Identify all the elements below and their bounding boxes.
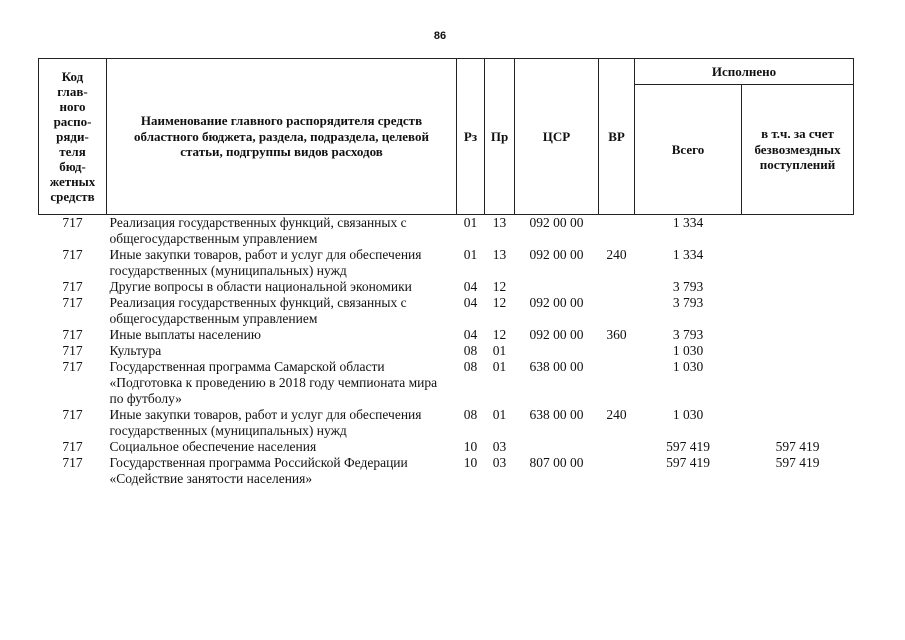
cell-csr: 638 00 00 xyxy=(529,407,584,422)
table-row xyxy=(39,295,854,327)
page-number: 86 xyxy=(433,30,447,42)
cell-vr: 240 xyxy=(606,247,627,262)
header-vr: ВР xyxy=(599,59,635,215)
cell-name: Реализация государственных функций, связанных с общегосударственным управлением xyxy=(109,215,407,246)
cell-pr: 12 xyxy=(492,327,507,342)
cell-total: 3 793 xyxy=(672,279,704,294)
cell-total: 1 334 xyxy=(672,247,704,262)
cell-code: 717 xyxy=(62,295,83,310)
cell-code: 717 xyxy=(62,279,83,294)
cell-rz: 08 xyxy=(463,359,478,374)
table-row xyxy=(39,327,854,343)
cell-code: 717 xyxy=(62,343,83,358)
header-pr: Пр xyxy=(485,59,515,215)
cell-name: Иные выплаты населению xyxy=(109,327,261,342)
cell-code: 717 xyxy=(62,439,83,454)
cell-vr xyxy=(599,455,635,487)
cell-code: 717 xyxy=(62,455,83,470)
cell-vr xyxy=(599,343,635,359)
table-row xyxy=(39,359,854,407)
cell-total: 3 793 xyxy=(672,295,704,310)
cell-pr: 13 xyxy=(492,247,507,262)
cell-rz: 01 xyxy=(463,247,478,262)
cell-name: Иные закупки товаров, работ и услуг для обеспечения государственных (муниципальных) нужд xyxy=(109,407,422,438)
cell-csr: 092 00 00 xyxy=(529,215,584,230)
cell-free xyxy=(742,327,854,343)
header-csr: ЦСР xyxy=(515,59,599,215)
cell-name: Социальное обеспечение населения xyxy=(109,439,317,454)
cell-rz: 08 xyxy=(463,407,478,422)
cell-pr: 13 xyxy=(492,215,507,230)
cell-csr xyxy=(515,279,599,295)
cell-code: 717 xyxy=(62,215,83,230)
cell-vr: 240 xyxy=(606,407,627,422)
table-row xyxy=(39,343,854,359)
cell-total: 3 793 xyxy=(672,327,704,342)
header-total: Всего xyxy=(635,85,742,215)
cell-free xyxy=(742,279,854,295)
cell-pr: 12 xyxy=(492,279,507,294)
cell-pr: 12 xyxy=(492,295,507,310)
header-code-line: средств xyxy=(50,189,95,204)
cell-name: Другие вопросы в области национальной экономики xyxy=(109,279,412,294)
cell-total: 597 419 xyxy=(666,439,710,454)
cell-vr xyxy=(599,215,635,248)
cell-rz: 04 xyxy=(463,279,478,294)
cell-total: 1 030 xyxy=(672,343,704,358)
cell-name: Государственная программа Российской Федерации «Содействие занятости населения» xyxy=(109,455,408,486)
header-name: Наименование главного распорядителя средств областного бюджета, раздела, подраздела, целевой статьи, подгруппы видов расходов xyxy=(107,59,457,215)
table-row xyxy=(39,247,854,279)
cell-code: 717 xyxy=(62,247,83,262)
header-code-line: жетных xyxy=(49,174,96,189)
cell-pr: 03 xyxy=(492,455,507,470)
cell-free: 597 419 xyxy=(775,455,820,470)
cell-name: Культура xyxy=(109,343,162,358)
cell-pr: 01 xyxy=(492,343,507,358)
cell-pr: 03 xyxy=(492,439,507,454)
cell-csr: 092 00 00 xyxy=(529,247,584,262)
header-code-line: ного xyxy=(59,99,86,114)
cell-rz: 10 xyxy=(463,455,478,470)
header-code-line: ряди- xyxy=(56,129,89,144)
header-code xyxy=(39,59,107,215)
header-code-line: глав- xyxy=(57,84,88,99)
cell-vr xyxy=(599,359,635,407)
header-code-line: бюд- xyxy=(59,159,86,174)
cell-total: 1 030 xyxy=(672,359,704,374)
table-row xyxy=(39,279,854,295)
header-code-line: Код xyxy=(61,69,84,84)
cell-rz: 04 xyxy=(463,327,478,342)
cell-free xyxy=(742,359,854,407)
table-row xyxy=(39,215,854,248)
cell-rz: 10 xyxy=(463,439,478,454)
cell-vr xyxy=(599,439,635,455)
cell-pr: 01 xyxy=(492,359,507,374)
cell-code: 717 xyxy=(62,359,83,374)
cell-csr: 092 00 00 xyxy=(529,295,584,310)
cell-name: Государственная программа Самарской области «Подготовка к проведению в 2018 году чемпионата мира по футболу» xyxy=(109,359,438,406)
header-code-line: теля xyxy=(59,144,86,159)
cell-free xyxy=(742,343,854,359)
header-executed: Исполнено xyxy=(635,59,854,85)
cell-code: 717 xyxy=(62,407,83,422)
cell-rz: 01 xyxy=(463,215,478,230)
cell-csr: 092 00 00 xyxy=(529,327,584,342)
cell-csr xyxy=(515,343,599,359)
cell-csr: 638 00 00 xyxy=(529,359,584,374)
table-row xyxy=(39,455,854,487)
cell-name: Реализация государственных функций, связанных с общегосударственным управлением xyxy=(109,295,407,326)
cell-name: Иные закупки товаров, работ и услуг для обеспечения государственных (муниципальных) нужд xyxy=(109,247,422,278)
cell-vr xyxy=(599,295,635,327)
cell-free: 597 419 xyxy=(775,439,820,454)
budget-execution-table xyxy=(38,58,854,487)
table-row xyxy=(39,439,854,455)
header-free: в т.ч. за счет безвозмездных поступлений xyxy=(742,85,854,215)
cell-total: 1 030 xyxy=(672,407,704,422)
cell-vr: 360 xyxy=(606,327,627,342)
cell-total: 597 419 xyxy=(666,455,710,470)
cell-pr: 01 xyxy=(492,407,507,422)
cell-free xyxy=(742,407,854,439)
cell-code: 717 xyxy=(62,327,83,342)
cell-vr xyxy=(599,279,635,295)
cell-rz: 04 xyxy=(463,295,478,310)
cell-total: 1 334 xyxy=(672,215,704,230)
cell-free xyxy=(742,247,854,279)
cell-csr xyxy=(515,439,599,455)
header-rz: Рз xyxy=(457,59,485,215)
header-code-line: распо- xyxy=(53,114,92,129)
cell-free xyxy=(742,215,854,248)
table-row xyxy=(39,407,854,439)
cell-csr: 807 00 00 xyxy=(529,455,584,470)
cell-rz: 08 xyxy=(463,343,478,358)
cell-free xyxy=(742,295,854,327)
